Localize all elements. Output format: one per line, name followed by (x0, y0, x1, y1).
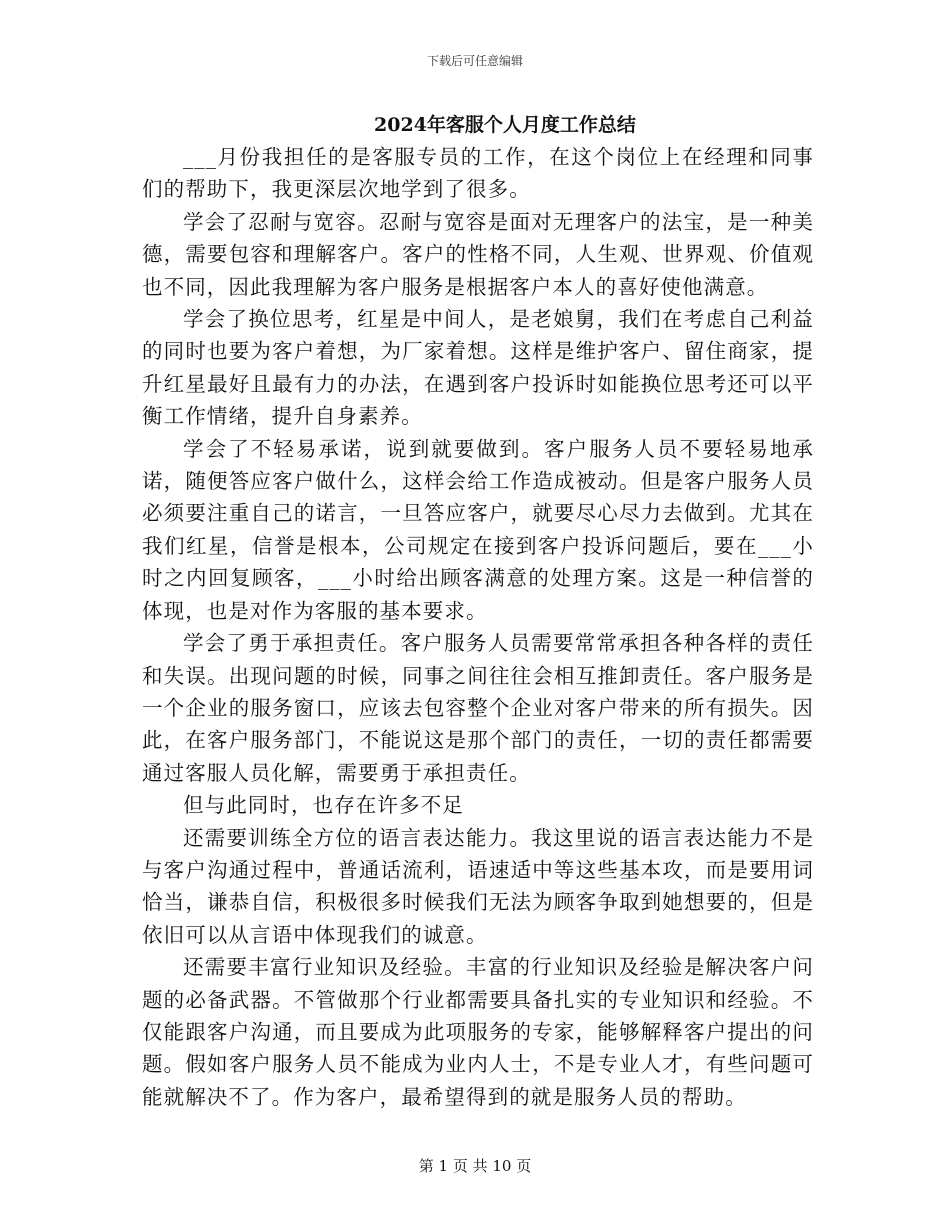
paragraph: 还需要丰富行业知识及经验。丰富的行业知识及经验是解决客户问题的必备武器。不管做那个行业都需要具备扎实的专业知识和经验。不仅能跟客户沟通，而且要成为此项服务的专家，能够解释客户提出的问题。假如客户服务人员不能成为业内人士，不是专业人才，有些问题可能就解决不了。作为客户，最希望得到的就是服务人员的帮助。 (142, 955, 814, 1109)
paragraph: 但与此同时，也存在许多不足 (183, 793, 464, 818)
paragraph: 学会了忍耐与宽容。忍耐与宽容是面对无理客户的法宝，是一种美德，需要包容和理解客户。客户的性格不同，人生观、世界观、价值观也不同，因此我理解为客户服务是根据客户本人的喜好使他满意。 (142, 209, 814, 299)
paragraph: 还需要训练全方位的语言表达能力。我这里说的语言表达能力不是与客户沟通过程中，普通话流利，语速适中等这些基本攻，而是要用词恰当，谦恭自信，积极很多时候我们无法为顾客争取到她想要的，但是依旧可以从言语中体现我们的诚意。 (142, 825, 814, 947)
document-title: 2024年客服个人月度工作总结 (374, 114, 636, 136)
document-body (142, 141, 814, 1113)
paragraph: 学会了换位思考，红星是中间人，是老娘舅，我们在考虑自己利益的同时也要为客户着想，为厂家着想。这样是维护客户、留住商家，提升红星最好且最有力的办法，在遇到客户投诉时如能换位思考还可以平衡工作情绪，提升自身素养。 (142, 307, 814, 429)
page-number: 第 1 页 共 10 页 (418, 1157, 532, 1175)
paragraph: 学会了勇于承担责任。客户服务人员需要常常承担各种各样的责任和失误。出现问题的时候，同事之间往往会相互推卸责任。客户服务是一个企业的服务窗口，应该去包容整个企业对客户带来的所有损失。因此，在客户服务部门，不能说这是那个部门的责任，一切的责任都需要通过客服人员化解，需要勇于承担责任。 (142, 631, 814, 785)
page-header-note: 下载后可任意编辑 (426, 54, 523, 68)
paragraph: 学会了不轻易承诺，说到就要做到。客户服务人员不要轻易地承诺，随便答应客户做什么，这样会给工作造成被动。但是客户服务人员必须要注重自己的诺言，一旦答应客户，就要尽心尽力去做到。尤其在我们红星，信誉是根本，公司规定在接到客户投诉问题后，要在___小时之内回复顾客，___小时给出顾客满意的处理方案。这是一种信誉的体现，也是对作为客服的基本要求。 (142, 436, 814, 623)
paragraph: ___月份我担任的是客服专员的工作，在这个岗位上在经理和同事们的帮助下，我更深层次地学到了很多。 (142, 145, 814, 202)
